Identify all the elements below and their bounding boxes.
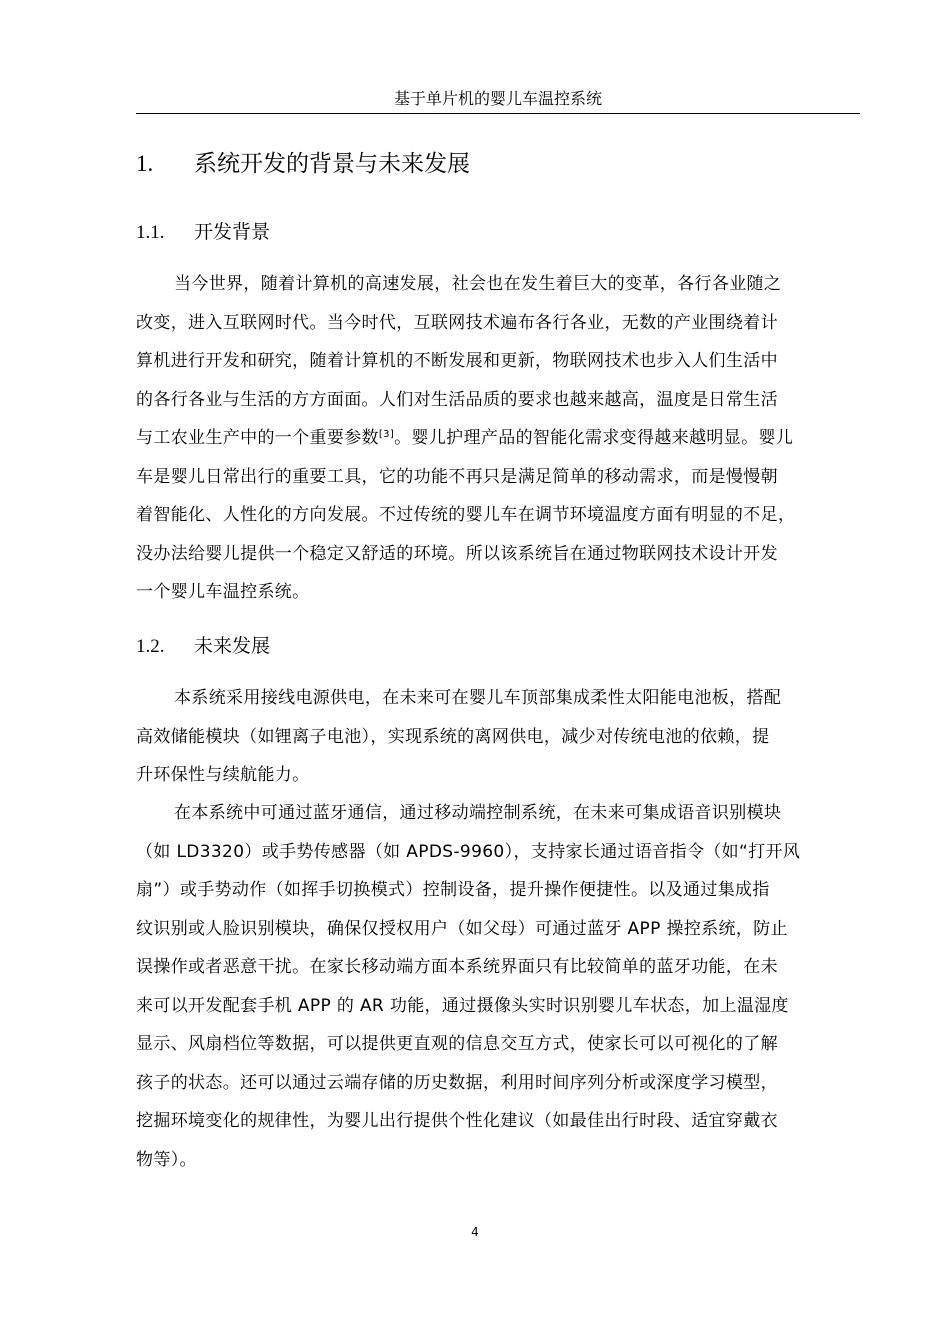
text-line: 的各行各业与生活的方方面面。人们对生活品质的要求也越来越高，温度是日常生活 [136, 389, 778, 410]
paragraph-future-power [136, 679, 860, 795]
header-divider [136, 113, 860, 114]
text-line [136, 419, 860, 458]
section-number: 1. [136, 151, 154, 176]
page-number: 4 [471, 1225, 479, 1239]
text-line: 高效储能模块（如锂离子电池），实现系统的离网供电，减少对传统电池的依赖，提 [136, 726, 770, 747]
running-header: 基于单片机的婴儿车温控系统 [393, 89, 602, 108]
text-line: 在本系统中可通过蓝牙通信，通过移动端控制系统，在未来可集成语音识别模块 [174, 803, 782, 823]
text-line: 扇”）或手势动作（如挥手切换模式）控制设备，提升操作便捷性。以及通过集成指 [136, 880, 770, 900]
text-line: 纹识别或人脸识别模块，确保仅授权用户（如父母）可通过蓝牙 APP 操控系统，防止 [136, 918, 788, 939]
section-title: 未来发展 [194, 635, 271, 657]
citation-reference: [3] [378, 429, 395, 440]
text-line: 一个婴儿车温控系统。 [136, 582, 310, 602]
text-line: 误操作或者恶意干扰。在家长移动端方面本系统界面只有比较简单的蓝牙功能，在未 [136, 957, 778, 977]
text-line: 算机进行开发和研究，随着计算机的不断发展和更新，物联网技术也步入人们生活中 [136, 351, 778, 371]
section-title: 开发背景 [194, 221, 271, 243]
section-number: 1.1. [136, 222, 165, 243]
text-line: 物等）。 [136, 1149, 197, 1170]
text-line: 显示、风扇档位等数据，可以提供更直观的信息交互方式，使家长可以可视化的了解 [136, 1034, 778, 1054]
paragraph-background [136, 265, 860, 612]
text-fragment: 。婴儿护理产品的智能化需求变得越来越明显。婴儿 [394, 428, 794, 448]
section-heading-1 [136, 148, 470, 180]
paragraph-future-features [136, 794, 860, 1179]
section-heading-1-1 [136, 218, 270, 247]
section-heading-1-2 [136, 632, 270, 661]
text-line: （如 LD3320）或手势传感器（如 APDS-9960），支持家长通过语音指令（如“打开风 [136, 841, 801, 862]
text-line: 来可以开发配套手机 APP 的 AR 功能，通过摄像头实时识别婴儿车状态，加上温湿度 [136, 995, 789, 1016]
text-line: 孩子的状态。还可以通过云端存储的历史数据，利用时间序列分析或深度学习模型， [136, 1072, 778, 1093]
text-line: 车是婴儿日常出行的重要工具，它的功能不再只是满足简单的移动需求，而是慢慢朝 [136, 466, 778, 487]
section-title: 系统开发的背景与未来发展 [194, 151, 470, 177]
text-line: 改变，进入互联网时代。当今时代，互联网技术遍布各行各业，无数的产业围绕着计 [136, 312, 778, 333]
section-number: 1.2. [136, 636, 165, 657]
text-line: 本系统采用接线电源供电，在未来可在婴儿车顶部集成柔性太阳能电池板，搭配 [174, 688, 782, 708]
text-line: 没办法给婴儿提供一个稳定又舒适的环境。所以该系统旨在通过物联网技术设计开发 [136, 543, 778, 564]
text-line: 升环保性与续航能力。 [136, 765, 310, 785]
text-fragment: 与工农业生产中的一个重要参数 [136, 428, 379, 448]
text-line: 着智能化、人性化的方向发展。不过传统的婴儿车在调节环境温度方面有明显的不足， [136, 505, 796, 525]
text-line: 挖掘环境变化的规律性，为婴儿出行提供个性化建议（如最佳出行时段、适宜穿戴衣 [136, 1111, 778, 1131]
text-line: 当今世界，随着计算机的高速发展，社会也在发生着巨大的变革，各行各业随之 [174, 274, 782, 294]
